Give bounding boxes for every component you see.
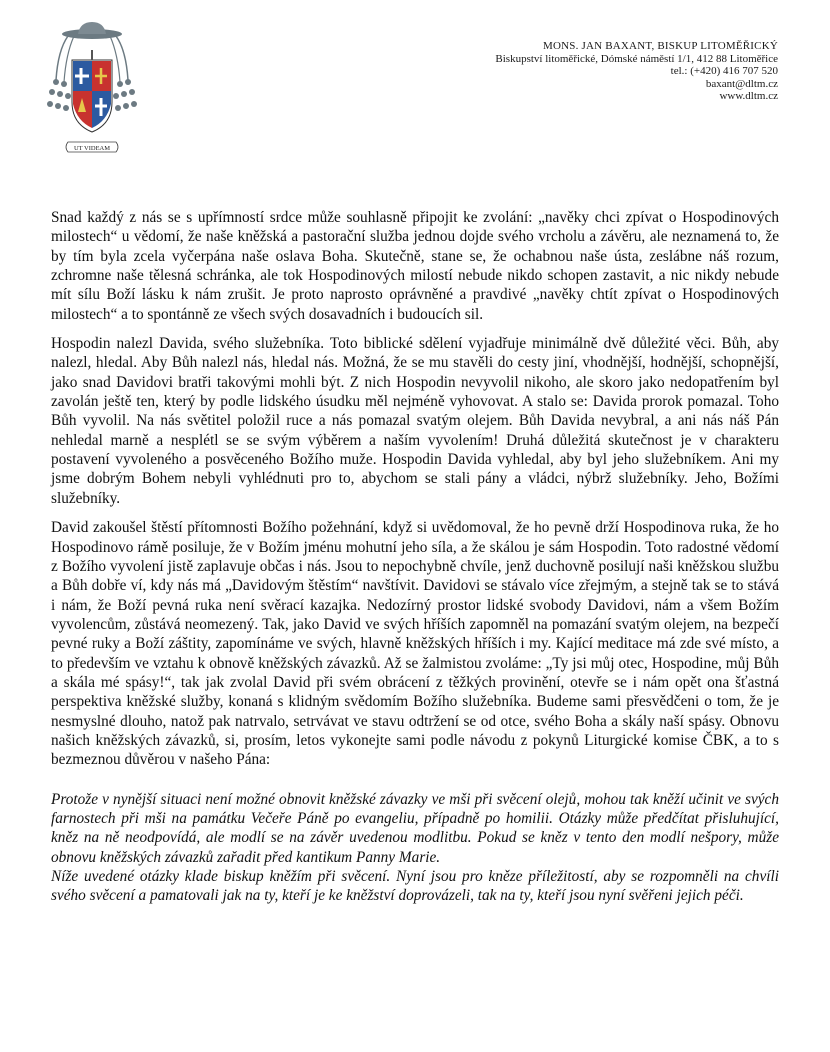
coat-of-arms-icon [44, 20, 140, 160]
email-address[interactable]: baxant@dltm.cz [705, 77, 778, 90]
website[interactable]: www.dltm.cz [719, 90, 778, 103]
paragraph-2: Hospodin nalezl Davida, svého služebníka. Toto biblické sdělení vyjadřuje minimálně dvě důležité věci. Bůh, aby nalezl, hledal. Aby Bůh nalezl nás, hledal nás. Možná, že se mu stavěli do cesty jiní, vhodnější, hodnější, schopnější, jako snad Davidovi bratři takovými mohli být. Z nich Hospodin nevyvolil nikoho, ale skoro jako nedopatřením byl zavolán ještě ten, který by podle lidského úsudku měl nejméně vyhovovat. A stalo se: Davida prorok pomazal. Toho Bůh vyvolil. Na nás světitel položil ruce a nás pomazal svatým olejem. Bůh Davida nevybral, a ani nás náš Pán nehledal marně a nesplétl se se svým výběrem a naším vyvolením! Druhá důležitá skutečnost je v charakteru postavení vyvoleného a posvěceného Božího muže. Hospodin Davida vyhledal, aby byl jeho služebníkem. Ani my jsme dobrým Bohem nebyli vyhlédnuti pro to, abychom se stali pány a vládci, nýbrž služebníky. Jeho, Božími služebníky. [51, 335, 779, 507]
episcopal-coat-of-arms [44, 20, 140, 160]
paragraph-1: Snad každý z nás se s upřímností srdce může souhlasně připojit ke zvolání: „navěky chci zpívat o Hospodinových milostech“ u vědomí, že naše kněžská a pastorační služba jednou dojde svého vrcholu a závěru, ale neznamená to, že by tím byla zcela vyčerpána naše oslava Boha. Skutečně, stane se, že ochabnou naše ústa, zeslábne náš rozum, zchromne naše tělesná schránka, ale tok Hospodinových milostí nebude nikdo schopen zastavit, a nic nikdy nebude mít sílu Boží lásku k nám zrušit. Je proto naprosto oprávněné a pravdivé „navěky chtít zpívat o Hospodinových milostech“ a to spontánně ze všech svých dosavadních i budoucích sil. [51, 209, 779, 323]
letterhead [495, 40, 778, 103]
crest-motto: UT VIDEAM [73, 145, 111, 152]
letter-body [51, 208, 779, 906]
office-address: Biskupství litoměřické, Dómské náměstí 1/1, 412 88 Litoměřice [495, 52, 778, 65]
phone-number: tel.: (+420) 416 707 520 [670, 65, 778, 78]
instruction-1: Protože v nynější situaci není možné obnovit kněžské závazky ve mši při svěcení olejů, mohou tak kněží učinit ve svých farnostech při mši na památku Večeře Páně po evangeliu, případně po homilii. Otázky může předčítat přisluhující, kněz na ně neodpovídá, ale modlí se na závěr uvedenou modlitbu. Pokud se kněz v tento den modlí nešpory, může obnovu kněžských závazků zařadit před kantikum Panny Marie. [51, 790, 779, 866]
instruction-2: Níže uvedené otázky klade biskup kněžím při svěcení. Nyní jsou pro kněze příležitostí, aby se rozpomněli na chvíli svého svěcení a pamatovali jak na ty, kteří je ke kněžství doprovázeli, tak na ty, kteří jsou nyní svěřeni jejich péči. [51, 868, 779, 905]
paragraph-3: David zakoušel štěstí přítomnosti Božího požehnání, když si uvědomoval, že ho pevně drží Hospodinova ruka, že ho Hospodinovo rámě posiluje, že v Božím jménu mohutní jeho síla, a že skálou je sám Hospodin. Toto radostné vědomí z Božího vyvolení jistě zaplavuje občas i nás. Jsou to nepochybně chvíle, jenž duchovně posilují naši kněžskou službu a Bůh dobře ví, kdy nás má „Davidovým štěstím“ navštívit. Davidovi se stávalo více zřejmým, a stejně tak se to stává i nám, že Boží pevná ruka není svěrací kazajka. Nedozírný prostor lidské svobody Davidovi, nám a všem Božím vyvolencům, zůstává neomezený. Tak, jako David ve svých hříších zapomněl na pomazání svatým olejem, na bezpečí pevné ruky a Boží záštity, zapomínáme ve svých, hlavně kněžských hříších i my. Kající meditace má zde své místo, a to především ve vztahu k obnově kněžských závazků. Až se žalmistou zvoláme: „Ty jsi můj otec, Hospodine, můj Bůh a skála mé spásy!“, tak jak zvolal David při svém obrácení z těžkých provinění, otevře se i nám opět ona šťastná perspektiva kněžské služby, konaná s klidným svědomím Božího služebníka. Budeme sami přesvědčeni o tom, že je nesmyslné dlouho, natož pak natrvalo, setrvávat ve stavu odtržení se od otce, svého Boha a skály naší spásy. Obnovu našich kněžských závazků, si, prosím, letos vykonejte sami podle návodu z pokynů Liturgické komise ČBK, a to s bezmeznou důvěrou v našeho Pána: [51, 519, 779, 769]
bishop-name: MONS. JAN BAXANT, BISKUP LITOMĚŘICKÝ [543, 40, 778, 52]
